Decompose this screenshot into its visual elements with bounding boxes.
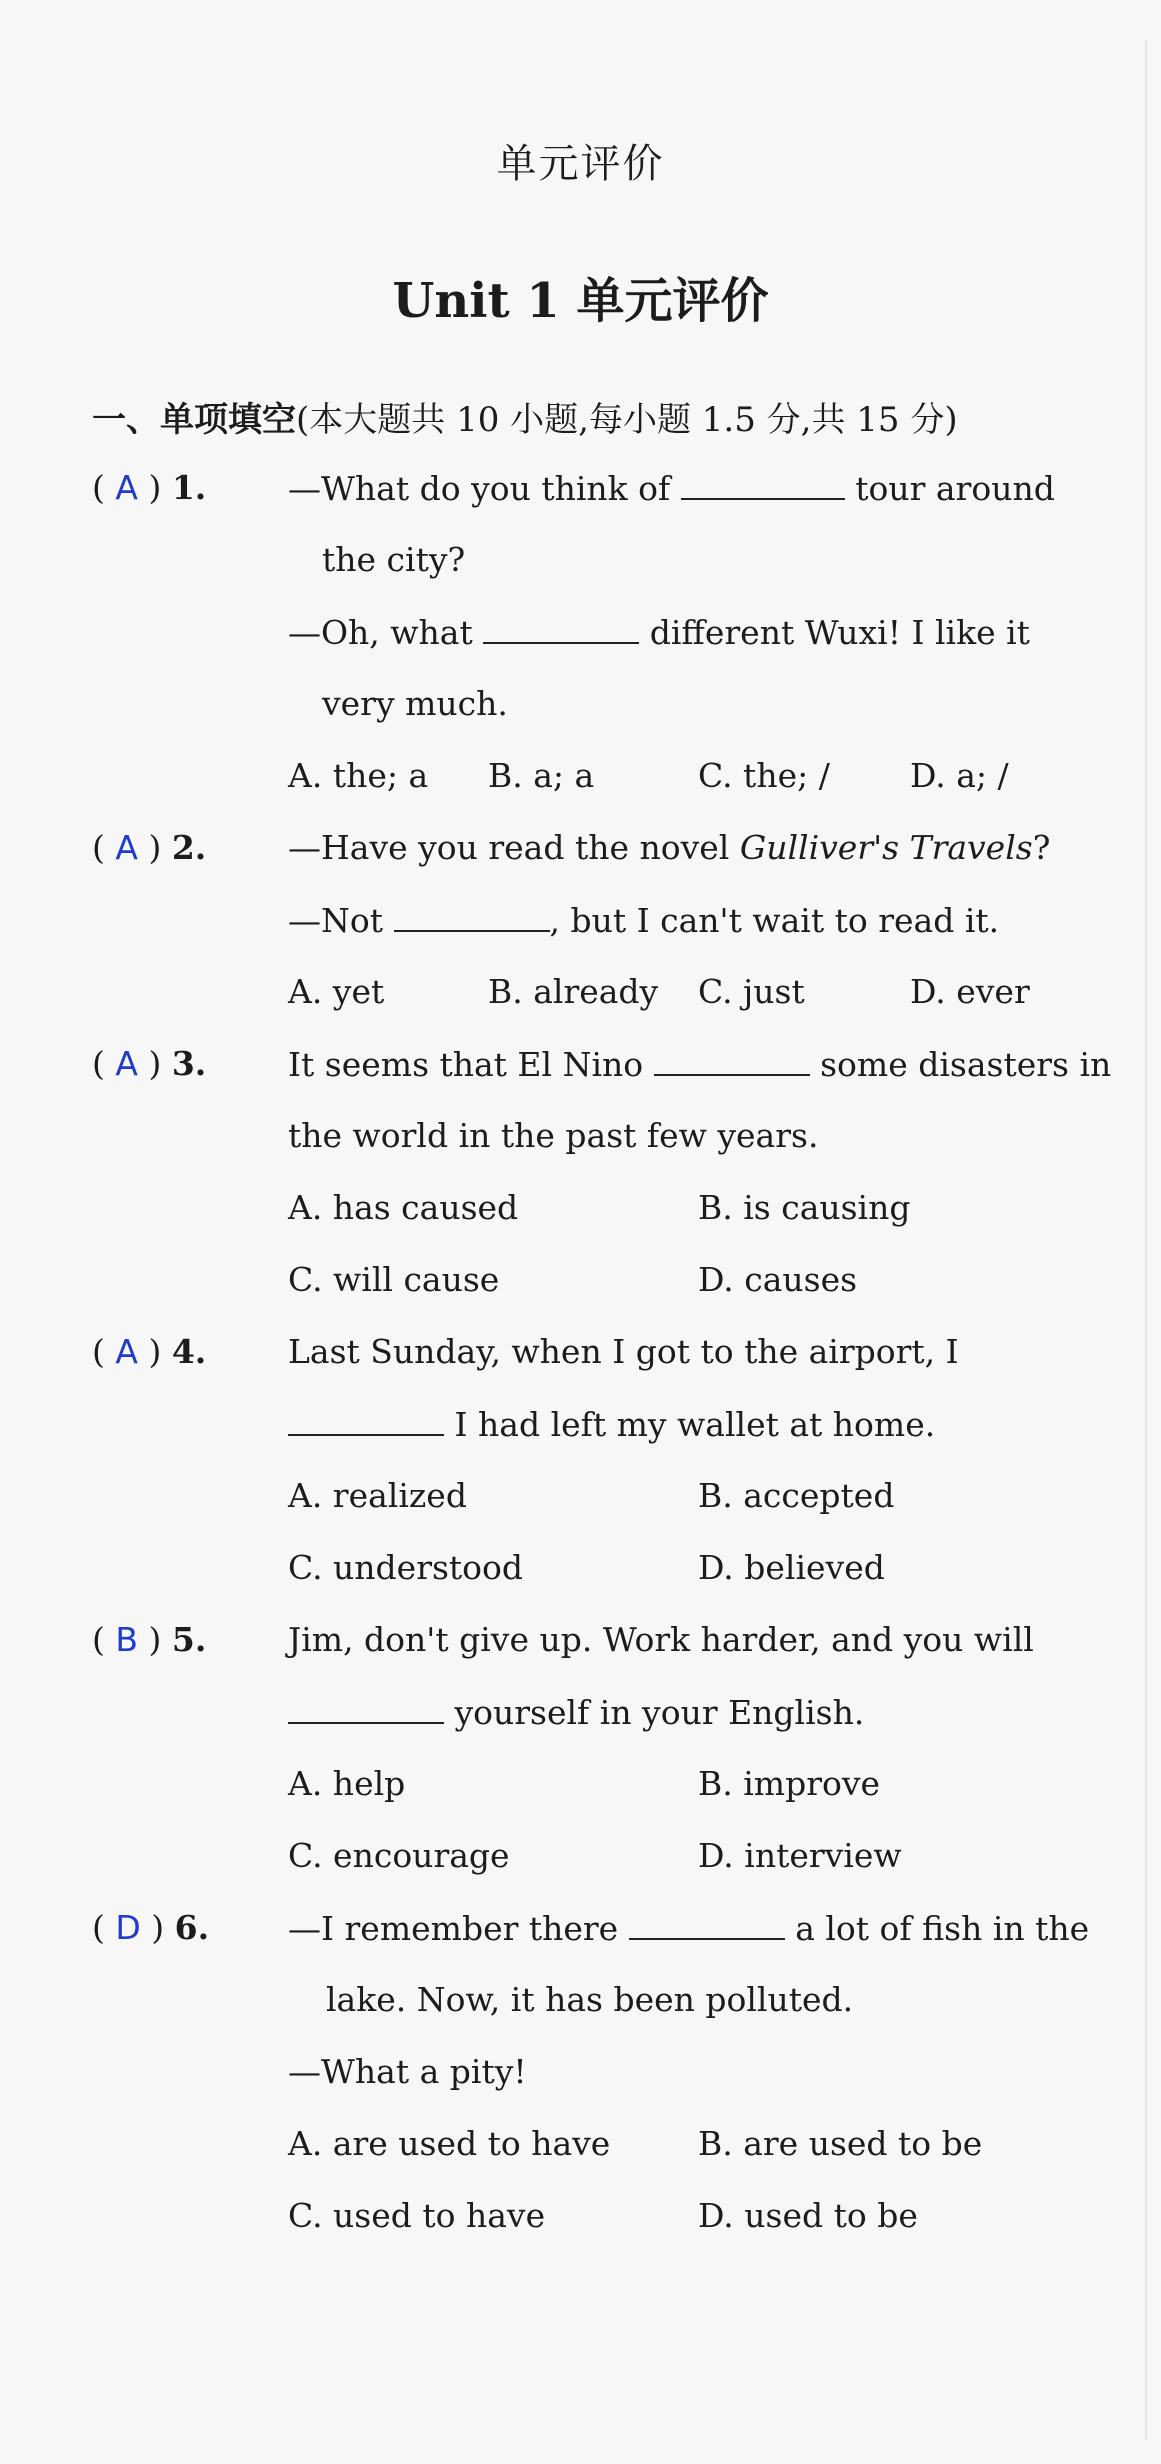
section-heading	[92, 392, 958, 441]
q1-line1: —What do you think of tour around	[288, 469, 1055, 508]
q6-option-b[interactable]: B. are used to be	[698, 2124, 983, 2163]
q6-line3: —What a pity!	[288, 2052, 527, 2091]
answer-4: A	[115, 1332, 138, 1371]
q5-line1: Jim, don't give up. Work harder, and you will	[288, 1620, 1034, 1659]
question-1-stem: ( A ) 1.	[92, 468, 207, 507]
q6-option-a[interactable]: A. are used to have	[288, 2124, 611, 2163]
q2-option-b[interactable]: B. already	[488, 972, 659, 1011]
unit-title: Unit 1 单元评价	[392, 273, 769, 329]
q5-option-d[interactable]: D. interview	[698, 1836, 902, 1875]
question-4-stem: ( A ) 4.	[92, 1332, 207, 1371]
q5-line2: yourself in your English.	[288, 1692, 864, 1732]
q5-option-b[interactable]: B. improve	[698, 1764, 881, 1803]
section-title: 单项填空	[160, 400, 296, 440]
q1-option-a[interactable]: A. the; a	[288, 756, 429, 795]
question-number: 6.	[174, 1908, 210, 1947]
q6-line2: lake. Now, it has been polluted.	[326, 1980, 854, 2019]
q2-option-a[interactable]: A. yet	[288, 972, 385, 1011]
q1-line3: —Oh, what different Wuxi! I like it	[288, 613, 1030, 652]
q6-option-d[interactable]: D. used to be	[698, 2196, 918, 2235]
answer-3: A	[115, 1044, 138, 1083]
q5-option-a[interactable]: A. help	[288, 1764, 406, 1803]
q3-option-d[interactable]: D. causes	[698, 1260, 858, 1299]
q1-line2: the city?	[322, 540, 466, 579]
q4-option-a[interactable]: A. realized	[288, 1476, 467, 1515]
question-3-stem: ( A ) 3.	[92, 1044, 207, 1083]
blank[interactable]	[654, 1044, 810, 1076]
q6-option-c[interactable]: C. used to have	[288, 2196, 546, 2235]
page-header-title: 单元评价	[496, 141, 665, 187]
question-number: 4.	[171, 1332, 207, 1371]
question-2-stem: ( A ) 2.	[92, 828, 207, 867]
q3-line2: the world in the past few years.	[288, 1116, 819, 1155]
q1-line4: very much.	[322, 684, 508, 723]
q3-option-c[interactable]: C. will cause	[288, 1260, 500, 1299]
question-number: 3.	[171, 1044, 207, 1083]
answer-6: D	[115, 1908, 141, 1947]
question-number: 2.	[171, 828, 207, 867]
q2-option-c[interactable]: C. just	[698, 972, 805, 1011]
q2-line2: —Not , but I can't wait to read it.	[288, 901, 1000, 940]
q4-line1: Last Sunday, when I got to the airport, I	[288, 1332, 959, 1371]
q1-option-b[interactable]: B. a; a	[488, 756, 595, 795]
blank[interactable]	[483, 612, 639, 644]
q6-line1: —I remember there a lot of fish in the	[288, 1909, 1090, 1948]
blank[interactable]	[394, 900, 550, 932]
q3-option-a[interactable]: A. has caused	[288, 1188, 519, 1227]
q3-option-b[interactable]: B. is causing	[698, 1188, 911, 1227]
question-number: 5.	[171, 1620, 207, 1659]
blank[interactable]	[288, 1692, 444, 1724]
q5-option-c[interactable]: C. encourage	[288, 1836, 510, 1875]
section-number: 一、	[92, 400, 160, 440]
question-6-stem: ( D ) 6.	[92, 1908, 210, 1947]
answer-5: B	[115, 1620, 139, 1659]
q4-line2: I had left my wallet at home.	[288, 1404, 935, 1444]
q4-option-d[interactable]: D. believed	[698, 1548, 885, 1587]
q2-option-d[interactable]: D. ever	[910, 972, 1030, 1011]
q4-option-c[interactable]: C. understood	[288, 1548, 524, 1587]
blank[interactable]	[681, 468, 845, 500]
question-5-stem: ( B ) 5.	[92, 1620, 207, 1659]
q1-option-d[interactable]: D. a; /	[910, 756, 1009, 795]
question-number: 1.	[171, 468, 207, 507]
answer-1: A	[115, 468, 138, 507]
blank[interactable]	[288, 1404, 444, 1436]
q1-option-c[interactable]: C. the; /	[698, 756, 830, 795]
page-edge-shadow	[1145, 40, 1147, 2440]
q2-line1: —Have you read the novel Gulliver's Travels?	[288, 828, 1051, 867]
q3-line1: It seems that El Nino some disasters in	[288, 1045, 1112, 1084]
blank[interactable]	[629, 1908, 785, 1940]
q4-option-b[interactable]: B. accepted	[698, 1476, 895, 1515]
answer-2: A	[115, 828, 138, 867]
section-note: (本大题共 10 小题,每小题 1.5 分,共 15 分)	[296, 400, 958, 440]
